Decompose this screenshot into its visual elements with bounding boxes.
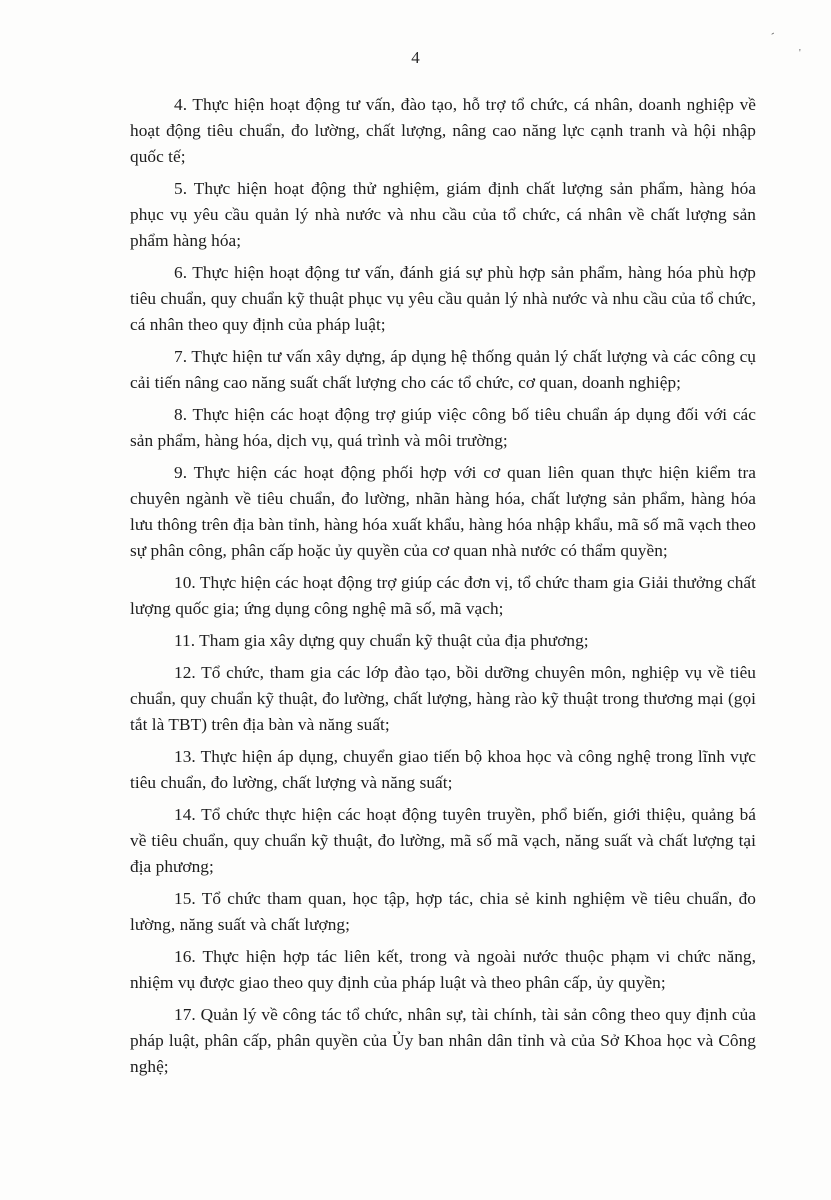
list-item: 11. Tham gia xây dựng quy chuẩn kỹ thuật của địa phương;	[174, 631, 589, 650]
scan-mark: '	[799, 48, 801, 59]
list-item: 14. Tổ chức thực hiện các hoạt động tuyên truyền, phổ biến, giới thiệu, quảng bá về tiêu chuẩn, quy chuẩn kỹ thuật, đo lường, mã số mã vạch, năng suất và chất lượng tại địa phương;	[130, 805, 756, 876]
list-item: 15. Tổ chức tham quan, học tập, hợp tác, chia sẻ kinh nghiệm về tiêu chuẩn, đo lường, năng suất và chất lượng;	[130, 889, 756, 934]
page-number: 4	[411, 48, 420, 67]
list-item: 5. Thực hiện hoạt động thử nghiệm, giám định chất lượng sản phẩm, hàng hóa phục vụ yêu cầu quản lý nhà nước và nhu cầu của tổ chức, cá nhân về chất lượng sản phẩm hàng hóa;	[130, 179, 756, 250]
list-item: 16. Thực hiện hợp tác liên kết, trong và ngoài nước thuộc phạm vi chức năng, nhiệm vụ được giao theo quy định của pháp luật và theo phân cấp, ủy quyền;	[130, 947, 756, 992]
scan-mark: -	[768, 27, 777, 40]
document-body	[130, 92, 756, 1086]
list-item: 6. Thực hiện hoạt động tư vấn, đánh giá sự phù hợp sản phẩm, hàng hóa phù hợp tiêu chuẩn, quy chuẩn kỹ thuật phục vụ yêu cầu quản lý nhà nước và nhu cầu của tổ chức, cá nhân theo quy định của pháp luật;	[130, 263, 756, 334]
list-item: 10. Thực hiện các hoạt động trợ giúp các đơn vị, tổ chức tham gia Giải thưởng chất lượng quốc gia; ứng dụng công nghệ mã số, mã vạch;	[130, 573, 756, 618]
list-item: 4. Thực hiện hoạt động tư vấn, đào tạo, hỗ trợ tổ chức, cá nhân, doanh nghiệp về hoạt động tiêu chuẩn, đo lường, chất lượng, nâng cao năng lực cạnh tranh và hội nhập quốc tế;	[130, 95, 756, 166]
list-item: 17. Quản lý về công tác tổ chức, nhân sự, tài chính, tài sản công theo quy định của pháp luật, phân cấp, phân quyền của Ủy ban nhân dân tỉnh và của Sở Khoa học và Công nghệ;	[130, 1005, 756, 1076]
list-item: 13. Thực hiện áp dụng, chuyển giao tiến bộ khoa học và công nghệ trong lĩnh vực tiêu chuẩn, đo lường, chất lượng và năng suất;	[130, 747, 756, 792]
list-item: 7. Thực hiện tư vấn xây dựng, áp dụng hệ thống quản lý chất lượng và các công cụ cải tiến nâng cao năng suất chất lượng cho các tổ chức, cơ quan, doanh nghiệp;	[130, 347, 756, 392]
list-item: 9. Thực hiện các hoạt động phối hợp với cơ quan liên quan thực hiện kiểm tra chuyên ngành về tiêu chuẩn, đo lường, nhãn hàng hóa, chất lượng sản phẩm, hàng hóa lưu thông trên địa bàn tỉnh, hàng hóa xuất khẩu, hàng hóa nhập khẩu, mã số mã vạch theo sự phân công, phân cấp hoặc ủy quyền của cơ quan nhà nước có thẩm quyền;	[130, 463, 756, 560]
list-item: 8. Thực hiện các hoạt động trợ giúp việc công bố tiêu chuẩn áp dụng đối với các sản phẩm, hàng hóa, dịch vụ, quá trình và môi trường;	[130, 405, 756, 450]
list-item: 12. Tổ chức, tham gia các lớp đào tạo, bồi dưỡng chuyên môn, nghiệp vụ về tiêu chuẩn, quy chuẩn kỹ thuật, đo lường, chất lượng, hàng rào kỹ thuật trong thương mại (gọi tắt là TBT) trên địa bàn và năng suất;	[130, 663, 756, 734]
